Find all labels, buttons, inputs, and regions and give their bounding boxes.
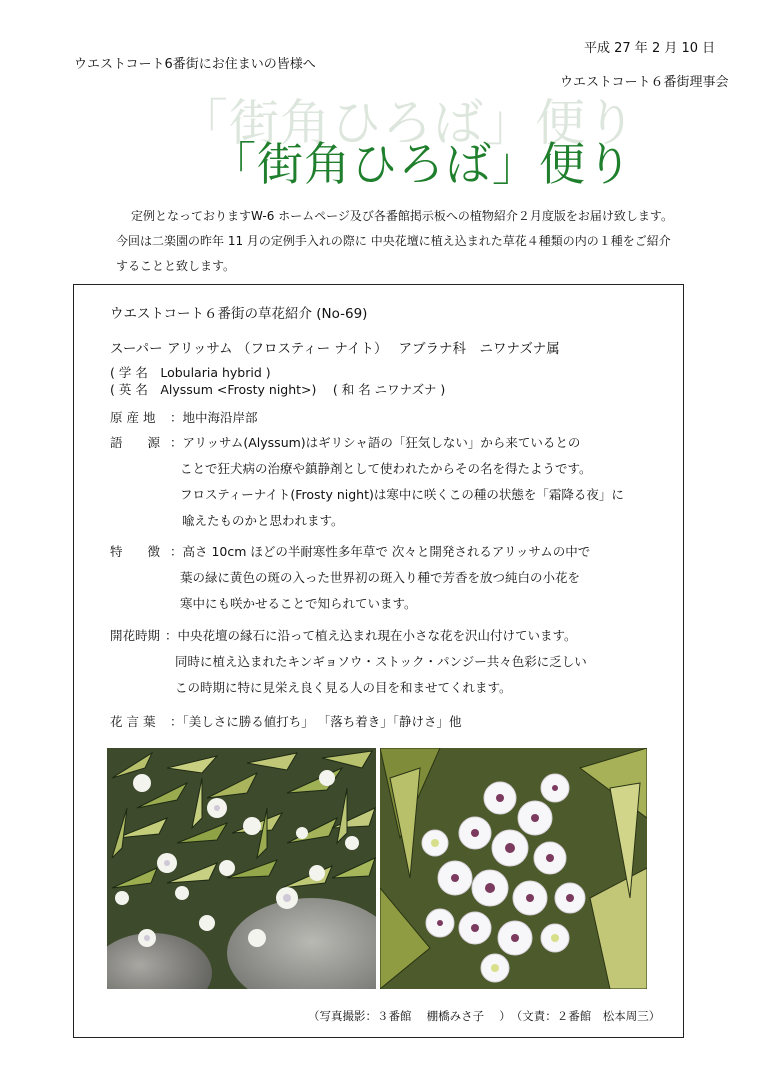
page-title: 「街角ひろば」便り [210, 137, 633, 191]
article-heading: ウエストコート６番街の草花紹介 (No-69) [110, 306, 368, 322]
etymology-line: ：アリッサム(Alyssum)はギリシャ語の「狂気しない」から来ているとの [170, 435, 581, 450]
etymology-line: ことで狂犬病の治療や鎮静剤として使われたからその名を得たようです。 [180, 461, 592, 476]
features-line: 葉の緑に黄色の斑の入った世界初の斑入り種で芳香を放つ純白の小花を [180, 570, 581, 585]
alyssum-bed-photo [107, 748, 376, 989]
credits: （写真撮影：３番館 棚橋みさ子 ） （文責：２番館 松本周三） [308, 1009, 661, 1023]
bloom-label: 開花時期 [110, 628, 161, 643]
addressee: ウエストコート6番街にお住まいの皆様へ [74, 57, 316, 72]
bloom-line: 同時に植え込まれたキンギョソウ・ストック・パンジー共々色彩に乏しい [175, 654, 587, 669]
etymology-line: フロスティーナイト(Frosty night)は寒中に咲くこの種の状態を「霜降る夜」に [180, 487, 624, 502]
document-date: 平成 27 年 2 月 10 日 [584, 41, 716, 56]
flower-language-text: ：「美しさに勝る値打ち」 「落ち着き」「静けさ」他 [170, 714, 462, 729]
origin-text: ：地中海沿岸部 [170, 410, 258, 425]
intro-line-2: 今回は二楽園の昨年 11 月の定例手入れの際に 中央花壇に植え込まれた草花４種類の内の１種をご紹介 [116, 234, 671, 248]
title-shadow: 「街角ひろば」便り [178, 94, 637, 152]
bloom-line: この時期に特に見栄え良く見る人の目を和ませてくれます。 [175, 680, 512, 695]
bloom-line: ：中央花壇の縁石に沿って植え込まれ現在小さな花を沢山付けています。 [165, 628, 577, 643]
origin-label: 原 産 地 [110, 410, 156, 425]
etymology-label: 語 源 [110, 435, 161, 450]
intro-line-1: 定例となっておりますW-6 ホームページ及び各番館掲示板への植物紹介２月度版をお届け致します。 [131, 209, 673, 223]
features-label: 特 徴 [110, 544, 161, 559]
plant-introduction-box [73, 284, 684, 1038]
intro-line-3: することと致します。 [116, 259, 236, 273]
sender: ウエストコート６番街理事会 [560, 75, 729, 90]
plant-name: スーパー アリッサム （フロスティー ナイト） アブラナ科 ニワナズナ属 [110, 341, 560, 357]
alyssum-closeup-photo [380, 748, 647, 989]
flower-language-label: 花 言 葉 [110, 714, 156, 729]
features-line: 寒中にも咲かせることで知られています。 [180, 596, 417, 611]
scientific-name: ( 学 名 Lobularia hybrid ) [110, 365, 271, 380]
features-line: ：高さ 10cm ほどの半耐寒性多年草で 次々と開発されるアリッサムの中で [170, 544, 591, 559]
english-name: ( 英 名 Alyssum <Frosty night>) ( 和 名 ニワナズナ ) [110, 382, 446, 397]
etymology-line: 喩えたものかと思われます。 [182, 513, 344, 528]
